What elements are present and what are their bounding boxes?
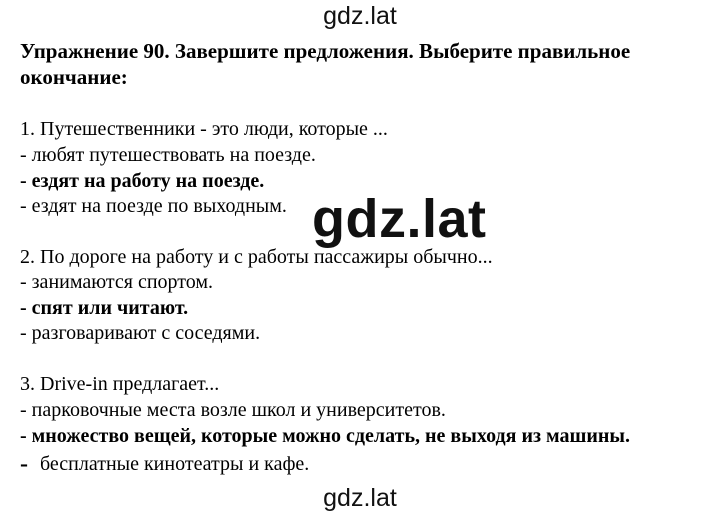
question-1-prompt: 1. Путешественники - это люди, которые ... (20, 118, 388, 140)
question-3-option-2-correct: - множество вещей, которые можно сделать, не выходя из машины. (20, 425, 631, 447)
question-3-option-1: - парковочные места возле школ и университетов. (20, 399, 446, 421)
question-3-option-3-marker: - (20, 451, 28, 477)
watermark-center: gdz.lat (312, 189, 487, 249)
question-3-prompt: 3. Drive-in предлагает... (20, 373, 220, 395)
exercise-title: Упражнение 90. Завершите предложения. Выберите правильное окончание: (20, 39, 631, 89)
question-1-option-3: - ездят на поезде по выходным. (20, 195, 287, 217)
question-2-option-2-correct: - спят или читают. (20, 297, 189, 319)
question-2-option-3: - разговаривают с соседями. (20, 322, 261, 344)
watermark-top: gdz.lat (323, 2, 397, 30)
question-2-prompt: 2. По дороге на работу и с работы пассажиры обычно... (20, 246, 493, 268)
watermark-bottom: gdz.lat (323, 484, 397, 512)
question-1-option-1: - любят путешествовать на поезде. (20, 144, 316, 166)
question-1-option-2-correct: - ездят на работу на поезде. (20, 170, 265, 192)
question-3-option-3: бесплатные кинотеатры и кафе. (40, 453, 310, 475)
question-2-option-1: - занимаются спортом. (20, 271, 214, 293)
